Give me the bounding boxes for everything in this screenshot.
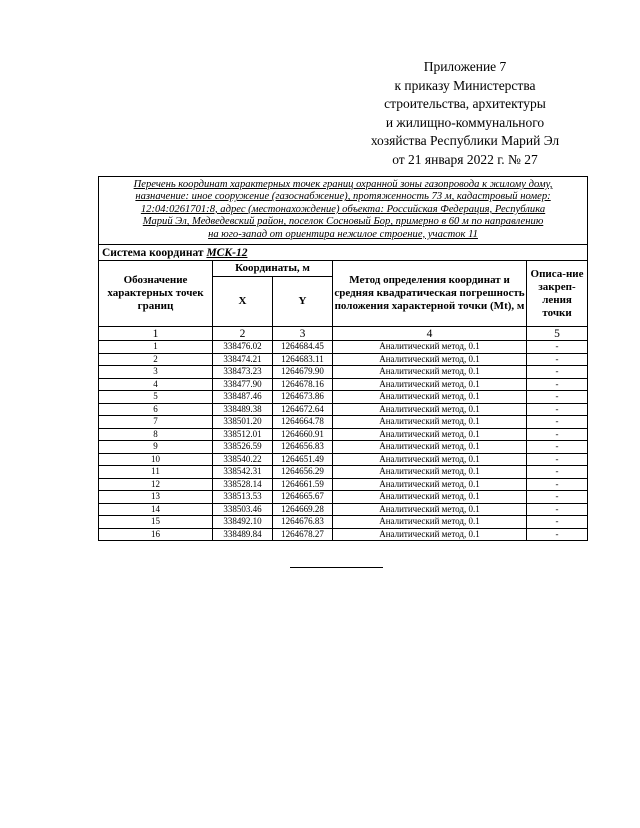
appendix-line: от 21 января 2022 г. № 27 — [392, 151, 538, 167]
caption-line: Перечень координат характерных точек границ охранной зоны газопровода к жилому дому, — [133, 179, 553, 190]
table-row — [99, 403, 588, 416]
point-number-cell: 5 — [99, 391, 213, 404]
table-row — [99, 391, 588, 404]
table-row — [99, 428, 588, 441]
description-cell: - — [527, 503, 588, 516]
appendix-line: и жилищно-коммунального — [385, 114, 545, 130]
method-cell: Аналитический метод, 0.1 — [333, 466, 527, 479]
y-coordinate-cell: 1264665.67 — [273, 491, 333, 504]
table-row — [99, 503, 588, 516]
x-coordinate-cell: 338528.14 — [213, 478, 273, 491]
y-coordinate-cell: 1264669.28 — [273, 503, 333, 516]
method-cell: Аналитический метод, 0.1 — [333, 478, 527, 491]
y-coordinate-cell: 1264664.78 — [273, 416, 333, 429]
method-cell: Аналитический метод, 0.1 — [333, 441, 527, 454]
point-number-cell: 16 — [99, 528, 213, 541]
description-cell: - — [527, 391, 588, 404]
description-cell: - — [527, 478, 588, 491]
y-coordinate-cell: 1264673.86 — [273, 391, 333, 404]
column-number: 3 — [273, 327, 333, 341]
header-row — [99, 261, 588, 277]
table-row — [99, 366, 588, 379]
appendix-header — [300, 58, 630, 170]
description-cell: - — [527, 453, 588, 466]
description-cell: - — [527, 353, 588, 366]
caption-line: Марий Эл, Медведевский район, поселок Сосновый Бор, примерно в 60 м по направлению — [142, 216, 544, 228]
point-number-cell: 10 — [99, 453, 213, 466]
y-coordinate-cell: 1264656.29 — [273, 466, 333, 479]
x-coordinate-cell: 338473.23 — [213, 366, 273, 379]
coordinates-table — [98, 176, 588, 541]
header-point: Обозначение характерных точек границ — [99, 261, 213, 327]
table-row — [99, 528, 588, 541]
y-coordinate-cell: 1264679.90 — [273, 366, 333, 379]
x-coordinate-cell: 338513.53 — [213, 491, 273, 504]
point-number-cell: 7 — [99, 416, 213, 429]
x-coordinate-cell: 338492.10 — [213, 516, 273, 529]
description-cell: - — [527, 441, 588, 454]
point-number-cell: 4 — [99, 378, 213, 391]
method-cell: Аналитический метод, 0.1 — [333, 391, 527, 404]
description-cell: - — [527, 466, 588, 479]
y-coordinate-cell: 1264684.45 — [273, 341, 333, 354]
coord-system-name: МСК-12 — [206, 246, 248, 259]
point-number-cell: 2 — [99, 353, 213, 366]
method-cell: Аналитический метод, 0.1 — [333, 366, 527, 379]
y-coordinate-cell: 1264651.49 — [273, 453, 333, 466]
caption-line: на юго-запад от ориентира нежилое строение, участок 11 — [208, 228, 478, 240]
caption-line: 12:04:0261701:8, адрес (местонахождение) объекта: Российская Федерация, Республика — [140, 203, 546, 215]
y-coordinate-cell: 1264656.83 — [273, 441, 333, 454]
column-number: 5 — [527, 327, 588, 341]
table-row — [99, 353, 588, 366]
x-coordinate-cell: 338540.22 — [213, 453, 273, 466]
separator-line — [290, 567, 383, 568]
description-cell: - — [527, 428, 588, 441]
point-number-cell: 14 — [99, 503, 213, 516]
point-number-cell: 6 — [99, 403, 213, 416]
table-row — [99, 478, 588, 491]
header-x: X — [213, 277, 273, 327]
method-cell: Аналитический метод, 0.1 — [333, 503, 527, 516]
column-number: 4 — [333, 327, 527, 341]
table-caption — [99, 177, 588, 245]
point-number-cell: 15 — [99, 516, 213, 529]
method-cell: Аналитический метод, 0.1 — [333, 416, 527, 429]
x-coordinate-cell: 338512.01 — [213, 428, 273, 441]
description-cell: - — [527, 416, 588, 429]
point-number-cell: 9 — [99, 441, 213, 454]
column-number: 1 — [99, 327, 213, 341]
point-number-cell: 11 — [99, 466, 213, 479]
x-coordinate-cell: 338474.21 — [213, 353, 273, 366]
header-coords: Координаты, м — [213, 261, 333, 277]
table-row — [99, 516, 588, 529]
method-cell: Аналитический метод, 0.1 — [333, 516, 527, 529]
table-body — [99, 341, 588, 541]
table-row — [99, 453, 588, 466]
method-cell: Аналитический метод, 0.1 — [333, 403, 527, 416]
method-cell: Аналитический метод, 0.1 — [333, 341, 527, 354]
header-description: Описа-ние закреп-ления точки — [527, 261, 588, 327]
method-cell: Аналитический метод, 0.1 — [333, 378, 527, 391]
description-cell: - — [527, 403, 588, 416]
caption-line: назначение: иное сооружение (газоснабжение), протяженность 73 м, кадастровый номер: — [135, 191, 551, 203]
table-row — [99, 341, 588, 354]
description-cell: - — [527, 378, 588, 391]
x-coordinate-cell: 338501.20 — [213, 416, 273, 429]
column-number: 2 — [213, 327, 273, 341]
caption-row — [99, 177, 588, 245]
appendix-line: Приложение 7 — [423, 59, 507, 74]
table-row — [99, 466, 588, 479]
description-cell: - — [527, 491, 588, 504]
x-coordinate-cell: 338489.38 — [213, 403, 273, 416]
y-coordinate-cell: 1264660.91 — [273, 428, 333, 441]
header-method: Метод определения координат и средняя квадратическая погрешность положения характерной точки (Mt), м — [333, 261, 527, 327]
y-coordinate-cell: 1264672.64 — [273, 403, 333, 416]
appendix-line: к приказу Министерства — [394, 77, 536, 93]
x-coordinate-cell: 338542.31 — [213, 466, 273, 479]
method-cell: Аналитический метод, 0.1 — [333, 528, 527, 541]
coord-system-row — [99, 245, 588, 261]
x-coordinate-cell: 338489.84 — [213, 528, 273, 541]
description-cell: - — [527, 528, 588, 541]
point-number-cell: 13 — [99, 491, 213, 504]
appendix-line: хозяйства Республики Марий Эл — [370, 133, 560, 149]
header-y: Y — [273, 277, 333, 327]
point-number-cell: 12 — [99, 478, 213, 491]
method-cell: Аналитический метод, 0.1 — [333, 453, 527, 466]
x-coordinate-cell: 338477.90 — [213, 378, 273, 391]
description-cell: - — [527, 341, 588, 354]
x-coordinate-cell: 338526.59 — [213, 441, 273, 454]
point-number-cell: 3 — [99, 366, 213, 379]
description-cell: - — [527, 366, 588, 379]
coord-system — [99, 245, 588, 261]
point-number-cell: 8 — [99, 428, 213, 441]
x-coordinate-cell: 338476.02 — [213, 341, 273, 354]
y-coordinate-cell: 1264678.27 — [273, 528, 333, 541]
appendix-line: строительства, архитектуры — [384, 96, 546, 112]
column-numbers-row — [99, 327, 588, 341]
y-coordinate-cell: 1264676.83 — [273, 516, 333, 529]
y-coordinate-cell: 1264678.16 — [273, 378, 333, 391]
method-cell: Аналитический метод, 0.1 — [333, 428, 527, 441]
x-coordinate-cell: 338503.46 — [213, 503, 273, 516]
description-cell: - — [527, 516, 588, 529]
table-row — [99, 441, 588, 454]
coord-system-label: Система координат — [102, 246, 204, 259]
table-row — [99, 491, 588, 504]
method-cell: Аналитический метод, 0.1 — [333, 491, 527, 504]
method-cell: Аналитический метод, 0.1 — [333, 353, 527, 366]
point-number-cell: 1 — [99, 341, 213, 354]
y-coordinate-cell: 1264683.11 — [273, 353, 333, 366]
x-coordinate-cell: 338487.46 — [213, 391, 273, 404]
y-coordinate-cell: 1264661.59 — [273, 478, 333, 491]
table-row — [99, 416, 588, 429]
table-row — [99, 378, 588, 391]
